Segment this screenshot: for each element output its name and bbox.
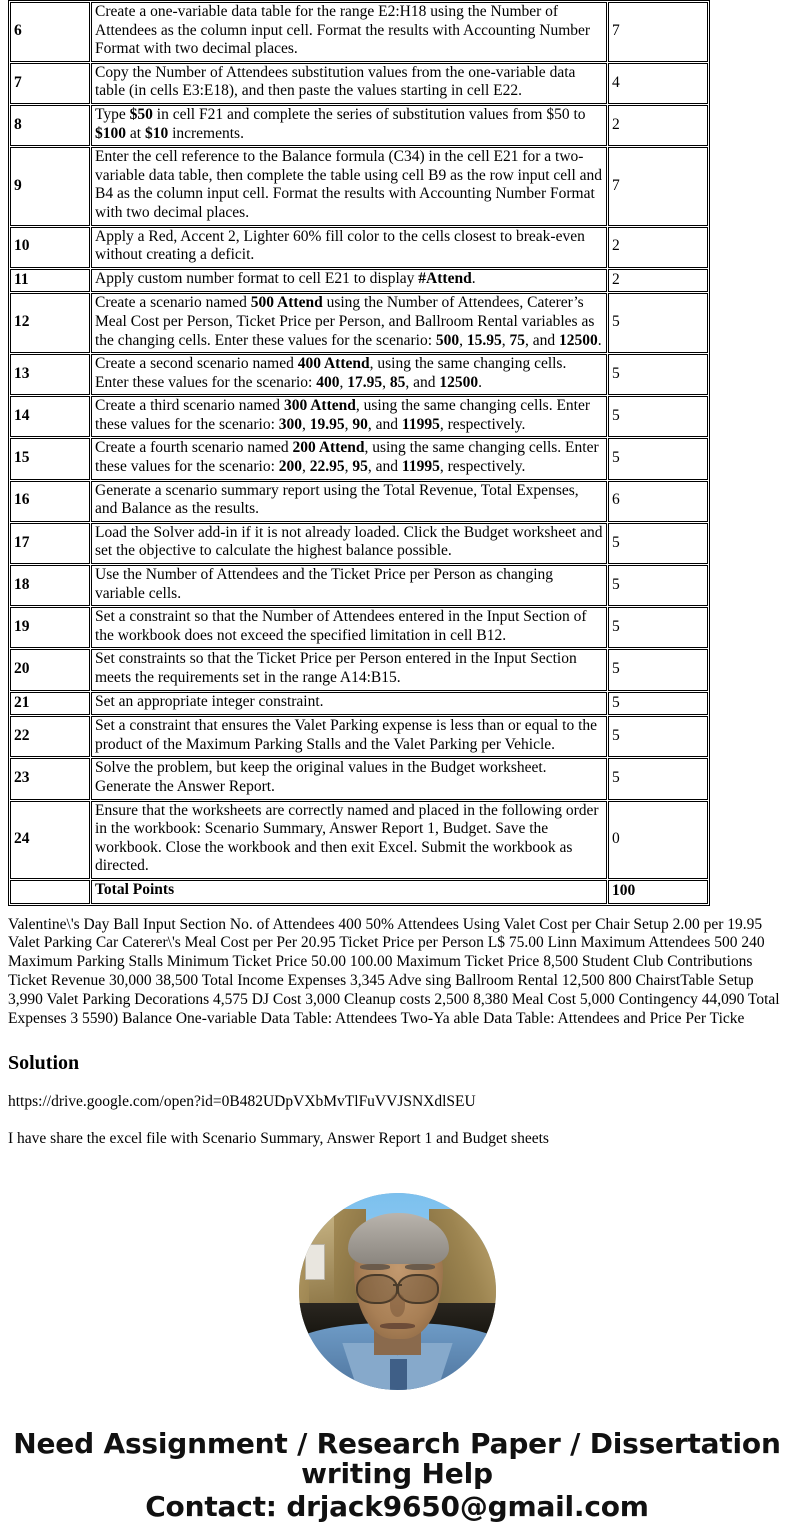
step-number-cell: 7	[10, 63, 90, 104]
instruction-text: , and	[367, 458, 402, 476]
points-cell: 2	[608, 269, 708, 293]
instruction-text: Copy the Number of Attendees substitution values from the one-variable data table (in cells E3:E18), and then paste the values starting in cell E22.	[95, 63, 576, 100]
instruction-text: Ensure that the worksheets are correctly named and placed in the following order in the workbook: Scenario Summary, Answer Report 1, Budget. Save the workbook. Close the workbook and then exit Excel. Submit the workbook as directed.	[95, 801, 599, 875]
instruction-cell	[91, 293, 607, 353]
points-cell: 5	[608, 354, 708, 395]
instruction-text: Create a second scenario named	[95, 355, 298, 373]
instruction-emphasis: 400	[316, 373, 340, 391]
table-row	[10, 692, 708, 716]
instruction-text: , and	[367, 415, 402, 433]
instruction-text: ,	[501, 331, 510, 349]
points-cell: 5	[608, 523, 708, 564]
solution-drive-link[interactable]: https://drive.google.com/open?id=0B482UDpVXbMvTlFuVVJSNXdlSEU	[8, 1093, 476, 1111]
instruction-emphasis: 300 Attend	[283, 397, 356, 415]
table-row	[10, 293, 708, 353]
step-number-cell: 12	[10, 293, 90, 353]
instruction-text: Apply custom number format to cell E21 to display	[95, 269, 419, 287]
step-number-cell: 24	[10, 801, 90, 879]
step-number-cell: 8	[10, 105, 90, 146]
instruction-cell	[91, 227, 607, 268]
step-number-cell: 22	[10, 716, 90, 757]
instruction-text: Create a scenario named	[95, 294, 251, 312]
instruction-text: Create a one-variable data table for the range E2:H18 using the Number of Attendees as the column input cell. Format the results with Accounting Number Format with two decimal places.	[95, 3, 591, 58]
instruction-cell	[91, 758, 607, 799]
instruction-text: ,	[302, 415, 310, 433]
instruction-text: Set constraints so that the Ticket Price per Person entered in the Input Section meets the requirements set in the range A14:B15.	[95, 650, 577, 686]
instruction-text: Set a constraint so that the Number of Attendees entered in the Input Section of the workbook does not exceed the specified limitation in cell B12.	[95, 608, 587, 644]
instruction-emphasis: 500 Attend	[250, 294, 323, 312]
instruction-emphasis: 11995	[401, 415, 440, 433]
table-row	[10, 269, 708, 293]
table-row	[10, 63, 708, 104]
instruction-cell	[91, 269, 607, 293]
photo-eyebrow-right	[405, 1264, 435, 1270]
avatar	[299, 1193, 496, 1390]
step-number-cell: 13	[10, 354, 90, 395]
instruction-emphasis: 75	[509, 331, 525, 349]
instruction-text: Set an appropriate integer constraint.	[95, 692, 324, 710]
instruction-text: Enter the cell reference to the Balance formula (C34) in the cell E21 for a two-variable data table, then complete the table using cell B9 as the row input cell and B4 as the column input cell. Format the results with Accounting Number Format with two decimal places.	[95, 148, 603, 221]
points-cell: 5	[608, 565, 708, 606]
step-number-cell: 14	[10, 396, 90, 437]
step-number-cell: 10	[10, 227, 90, 268]
instruction-emphasis: $50	[129, 105, 153, 123]
instruction-emphasis: 19.95	[309, 415, 345, 433]
instruction-text: Apply a Red, Accent 2, Lighter 60% fill color to the cells closest to break-even without creating a deficit.	[95, 227, 585, 264]
instruction-text: , respectively.	[439, 415, 526, 433]
instruction-text: , and	[405, 373, 440, 391]
table-row	[10, 354, 708, 395]
promo-line-3[interactable]: Contact: drjack9650@gmail.com	[145, 1489, 649, 1522]
step-number-cell: 9	[10, 147, 90, 225]
instruction-text: , respectively.	[439, 458, 526, 476]
instruction-emphasis: 90	[352, 415, 368, 433]
solution-note: I have share the excel file with Scenario Summary, Answer Report 1 and Budget sheets	[8, 1130, 549, 1148]
instruction-text: , using the same changing cells. Enter these values for the scenario:	[95, 355, 567, 391]
instruction-cell	[91, 438, 607, 479]
step-number-cell: 20	[10, 649, 90, 690]
step-number-cell: 19	[10, 607, 90, 648]
instruction-emphasis: 85	[389, 373, 406, 391]
points-cell: 5	[608, 293, 708, 353]
table-row	[10, 105, 708, 146]
step-number-cell: 16	[10, 481, 90, 522]
instruction-text: Set a constraint that ensures the Valet Parking expense is less than or equal to the product of the Maximum Parking Stalls and the Valet Parking per Vehicle.	[95, 717, 598, 753]
points-cell: 6	[608, 481, 708, 522]
instruction-text: Type	[95, 105, 130, 123]
instruction-emphasis: 11995	[401, 458, 440, 476]
points-cell: 7	[608, 147, 708, 225]
photo-eyeglass-bridge	[393, 1284, 403, 1286]
promo-line-1: Need Assignment / Research Paper / Dissertation	[13, 1427, 781, 1461]
photo-mouth	[380, 1323, 415, 1329]
points-cell: 5	[608, 692, 708, 716]
instruction-emphasis: #Attend	[418, 269, 472, 287]
points-cell: 5	[608, 649, 708, 690]
instruction-text: Solve the problem, but keep the original values in the Budget worksheet. Generate the Answer Report.	[95, 759, 547, 795]
instruction-text: .	[471, 269, 476, 287]
instruction-text: .	[478, 373, 482, 391]
instruction-cell	[91, 649, 607, 690]
instruction-text: increments.	[168, 124, 244, 142]
instruction-cell	[91, 565, 607, 606]
table-row	[10, 396, 708, 437]
table-row	[10, 716, 708, 757]
step-number-cell: 21	[10, 692, 90, 716]
points-cell: 5	[608, 607, 708, 648]
step-number-cell: 6	[10, 2, 90, 62]
points-cell: 0	[608, 801, 708, 879]
table-row	[10, 649, 708, 690]
instruction-cell	[91, 105, 607, 146]
promo-banner	[0, 1429, 794, 1522]
total-points-value: 100	[608, 880, 708, 904]
step-number-cell: 11	[10, 269, 90, 293]
instruction-emphasis: 300	[278, 415, 303, 433]
instruction-emphasis: 500	[435, 331, 460, 349]
instruction-emphasis: 15.95	[466, 331, 502, 349]
instruction-text: Generate a scenario summary report using the Total Revenue, Total Expenses, and Balance as the results.	[95, 481, 579, 518]
total-empty-cell	[10, 880, 90, 904]
instruction-cell	[91, 481, 607, 522]
instruction-text: ,	[459, 331, 467, 349]
instruction-text: using the Number of Attendees, Caterer’s Meal Cost per Person, Ticket Price per Person, and Ballroom Rental variables as the changing cells. Enter these values for the scenario:	[95, 294, 595, 349]
table-row	[10, 801, 708, 879]
instruction-text: Use the Number of Attendees and the Ticket Price per Person as changing variable cells.	[95, 566, 554, 602]
instruction-text: ,	[344, 415, 353, 433]
photo-eyebrow-left	[360, 1264, 390, 1270]
instruction-text: Create a fourth scenario named	[95, 439, 293, 457]
step-number-cell: 17	[10, 523, 90, 564]
table-row	[10, 523, 708, 564]
instruction-cell	[91, 354, 607, 395]
instruction-emphasis: 22.95	[309, 458, 345, 476]
instruction-text: ,	[339, 373, 348, 391]
table-row	[10, 565, 708, 606]
step-number-cell: 23	[10, 758, 90, 799]
table-row	[10, 438, 708, 479]
solution-heading: Solution	[8, 1051, 80, 1074]
instruction-emphasis: 400 Attend	[297, 355, 370, 373]
instruction-emphasis: $10	[144, 124, 169, 142]
table-row	[10, 147, 708, 225]
step-number-cell: 15	[10, 438, 90, 479]
table-row	[10, 481, 708, 522]
points-cell: 5	[608, 438, 708, 479]
instruction-cell	[91, 2, 607, 62]
instruction-emphasis: 17.95	[347, 373, 383, 391]
points-cell: 2	[608, 227, 708, 268]
instruction-cell	[91, 523, 607, 564]
instruction-text: Load the Solver add-in if it is not already loaded. Click the Budget worksheet and set the objective to calculate the highest balance possible.	[95, 523, 603, 560]
photo-wall-switch	[305, 1244, 325, 1279]
instruction-cell	[91, 692, 607, 716]
instruction-text: .	[597, 331, 602, 349]
total-points-label: Total Points	[91, 880, 607, 904]
instruction-text: at	[126, 124, 145, 142]
points-cell: 5	[608, 396, 708, 437]
points-cell: 2	[608, 105, 708, 146]
instruction-emphasis: 12500	[559, 331, 598, 349]
table-row	[10, 758, 708, 799]
instruction-cell	[91, 801, 607, 879]
instruction-text: in cell F21 and complete the series of substitution values from $50 to	[152, 105, 586, 123]
avatar-container	[0, 1193, 794, 1391]
instruction-text: Create a third scenario named	[95, 397, 284, 415]
instruction-text: , using the same changing cells. Enter these values for the scenario:	[95, 397, 591, 433]
instruction-text: ,	[344, 458, 353, 476]
instruction-emphasis: 200	[278, 458, 303, 476]
instruction-text: ,	[382, 373, 390, 391]
instruction-cell	[91, 716, 607, 757]
table-row	[10, 2, 708, 62]
table-row	[10, 607, 708, 648]
instruction-cell	[91, 396, 607, 437]
instruction-emphasis: $100	[95, 124, 126, 142]
instruction-text: , and	[525, 331, 560, 349]
points-cell: 5	[608, 758, 708, 799]
grading-rubric-table	[8, 0, 710, 906]
instruction-emphasis: 200 Attend	[292, 439, 365, 457]
promo-line-2: writing Help	[301, 1457, 493, 1491]
instruction-emphasis: 12500	[439, 373, 479, 391]
points-cell: 7	[608, 2, 708, 62]
points-cell: 5	[608, 716, 708, 757]
instruction-text: , using the same changing cells. Enter these values for the scenario:	[95, 439, 599, 476]
instruction-emphasis: 95	[352, 458, 368, 476]
instruction-text: ,	[302, 458, 310, 476]
instruction-cell	[91, 607, 607, 648]
total-points-row	[10, 880, 708, 904]
instruction-cell	[91, 147, 607, 225]
points-cell: 4	[608, 63, 708, 104]
workbook-data-paragraph: Valentine\'s Day Ball Input Section No. of Attendees 400 50% Attendees Using Valet Cost per Chair Setup 2.00 per 19.95 Valet Parking Car Caterer\'s Meal Cost per Per 20.95 Ticket Price per Person L$ 75.00 Linn Maximum Attendees 500 240 Maximum Parking Stalls Minimum Ticket Price 50.00 100.00 Maximum Ticket Price 8,500 Student Club Contributions Ticket Revenue 30,000 38,500 Total Income Expenses 3,345 Adve sing Ballroom Rental 12,500 800 ChairstTable Setup 3,990 Valet Parking Decorations 4,575 DJ Cost 3,000 Cleanup costs 2,500 8,380 Meal Cost 5,000 Contingency 44,090 Total Expenses 3 5590) Balance One-variable Data Table: Attendees Two-Ya able Data Table: Attendees and Price Per Ticke	[8, 915, 780, 1028]
table-row	[10, 227, 708, 268]
step-number-cell: 18	[10, 565, 90, 606]
photo-tie	[390, 1359, 408, 1391]
instruction-cell	[91, 63, 607, 104]
